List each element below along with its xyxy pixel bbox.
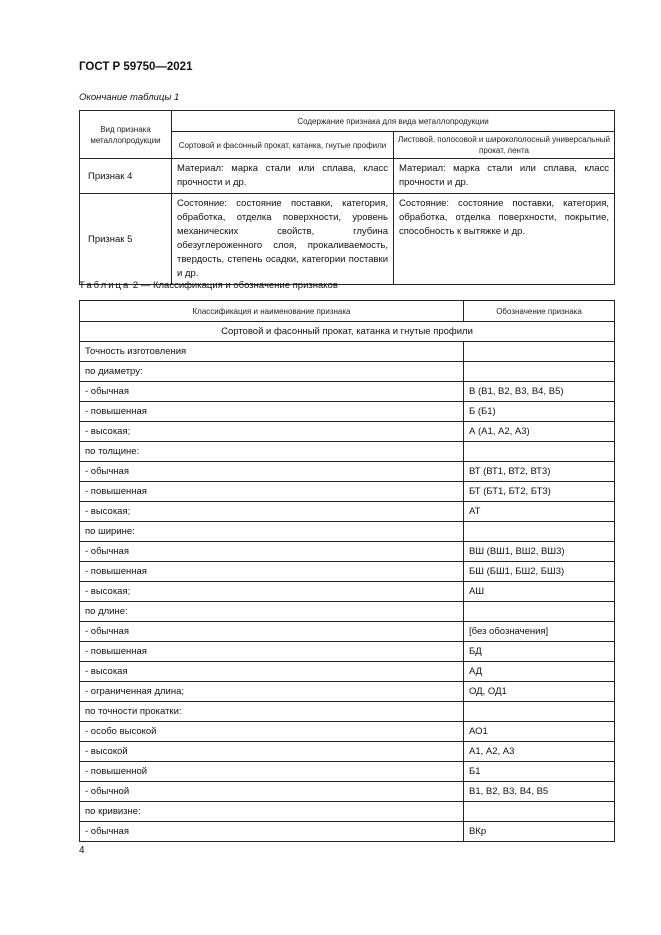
table2-row: [80, 782, 615, 802]
table1-header-section-profile: Сортовой и фасонный прокат, катанка, гнутые профили: [172, 132, 394, 159]
table2-classification-cell: - обычная: [80, 822, 464, 842]
table2-header-designation: Обозначение признака: [464, 301, 615, 322]
table2-designation-cell: Б1: [464, 762, 615, 782]
table2-classification-cell: - обычная: [80, 622, 464, 642]
table1: [79, 110, 615, 285]
table2-caption-text: 2 — Классификация и обозначение признаков: [132, 280, 338, 291]
table2-row: [80, 662, 615, 682]
table2-row: [80, 642, 615, 662]
table2-classification-cell: - повышенной: [80, 762, 464, 782]
table2-row: [80, 622, 615, 642]
table2-classification-cell: по точности прокатки:: [80, 702, 464, 722]
table2-designation-cell: А (А1, А2, А3): [464, 422, 615, 442]
table2-row: [80, 522, 615, 542]
table1-row: [80, 194, 615, 285]
table2-classification-cell: - повышенная: [80, 562, 464, 582]
table2-designation-cell: БД: [464, 642, 615, 662]
table2-caption: [79, 280, 338, 291]
table2-classification-cell: - высокая;: [80, 422, 464, 442]
page-number: 4: [79, 845, 85, 856]
table2-caption-label: Таблица: [79, 280, 131, 291]
table2-designation-cell: АТ: [464, 502, 615, 522]
table2-row: [80, 542, 615, 562]
table2-designation-cell: [464, 442, 615, 462]
table2-designation-cell: [464, 362, 615, 382]
table2-row: [80, 802, 615, 822]
table2-row: [80, 362, 615, 382]
table2-classification-cell: - ограниченная длина;: [80, 682, 464, 702]
table2-row: [80, 502, 615, 522]
table2-classification-cell: по кривизне:: [80, 802, 464, 822]
table1-header-feature-kind: Вид признака металлопродукции: [80, 111, 172, 159]
table2-row: [80, 382, 615, 402]
table1-content-cell: Материал: марка стали или сплава, класс прочности и др.: [172, 159, 394, 194]
table2-designation-cell: [без обозначения]: [464, 622, 615, 642]
table1-content-cell: Материал: марка стали или сплава, класс прочности и др.: [394, 159, 615, 194]
table2-designation-cell: В (В1, В2, В3, В4, В5): [464, 382, 615, 402]
table2-classification-cell: - повышенная: [80, 642, 464, 662]
table2-row: [80, 442, 615, 462]
table2-designation-cell: ВКр: [464, 822, 615, 842]
table2-row: [80, 702, 615, 722]
table2-row: [80, 342, 615, 362]
table2-row: [80, 722, 615, 742]
table1-content-cell: Состояние: состояние поставки, категория, обработка, отделка поверхности, покрытие, способность к вытяжке и др.: [394, 194, 615, 285]
table2-designation-cell: [464, 602, 615, 622]
table1-feature-cell: Признак 4: [80, 159, 172, 194]
table2-designation-cell: А1, А2, А3: [464, 742, 615, 762]
table2-row: [80, 682, 615, 702]
table2-header-classification: Классификация и наименование признака: [80, 301, 464, 322]
table2-designation-cell: [464, 522, 615, 542]
table2-designation-cell: Б (Б1): [464, 402, 615, 422]
table2-classification-cell: по толщине:: [80, 442, 464, 462]
table1-content-cell: Состояние: состояние поставки, категория, обработка, отделка поверхности, уровень механических свойств, глубина обезуглероженного слоя, прокаливаемость, твердость, степень осадки, категории поставки и др.: [172, 194, 394, 285]
table2-row: [80, 422, 615, 442]
table2-classification-cell: - особо высокой: [80, 722, 464, 742]
table2-row: [80, 602, 615, 622]
table2-classification-cell: - обычная: [80, 462, 464, 482]
table2-designation-cell: АД: [464, 662, 615, 682]
table2-designation-cell: ВТ (ВТ1, ВТ2, ВТ3): [464, 462, 615, 482]
table2-body: [80, 342, 615, 842]
table2-row: [80, 582, 615, 602]
table2-classification-cell: - высокая;: [80, 502, 464, 522]
table2-classification-cell: по ширине:: [80, 522, 464, 542]
table2-designation-cell: БТ (БТ1, БТ2, БТ3): [464, 482, 615, 502]
table2-designation-cell: [464, 702, 615, 722]
table2-classification-cell: по длине:: [80, 602, 464, 622]
table1-header-sheet-strip: Листовой, полосовой и широкополосный универсальный прокат, лента: [394, 132, 615, 159]
table2-row: [80, 762, 615, 782]
table2-classification-cell: - высокой: [80, 742, 464, 762]
table2-classification-cell: - повышенная: [80, 402, 464, 422]
table2-designation-cell: [464, 342, 615, 362]
table2-designation-cell: [464, 802, 615, 822]
table1-caption: Окончание таблицы 1: [79, 92, 180, 103]
table2-classification-cell: - повышенная: [80, 482, 464, 502]
table2-classification-cell: Точность изготовления: [80, 342, 464, 362]
table2-row: [80, 562, 615, 582]
table2-section-title: Сортовой и фасонный прокат, катанка и гнутые профили: [80, 322, 615, 342]
table2-designation-cell: АО1: [464, 722, 615, 742]
table1-feature-cell: Признак 5: [80, 194, 172, 285]
table2-row: [80, 482, 615, 502]
table1-row: [80, 159, 615, 194]
table1-header-content: Содержание признака для вида металлопродукции: [172, 111, 615, 132]
table2-designation-cell: ВШ (ВШ1, ВШ2, ВШ3): [464, 542, 615, 562]
table2-classification-cell: - обычная: [80, 542, 464, 562]
table2-designation-cell: АШ: [464, 582, 615, 602]
table2-classification-cell: - обычной: [80, 782, 464, 802]
table2: [79, 300, 615, 842]
table2-classification-cell: - обычная: [80, 382, 464, 402]
document-header: ГОСТ Р 59750—2021: [79, 61, 193, 73]
table2-designation-cell: БШ (БШ1, БШ2, БШ3): [464, 562, 615, 582]
table2-row: [80, 402, 615, 422]
table2-classification-cell: - высокая: [80, 662, 464, 682]
table2-row: [80, 462, 615, 482]
table2-row: [80, 822, 615, 842]
table2-classification-cell: - высокая;: [80, 582, 464, 602]
table2-row: [80, 742, 615, 762]
table2-classification-cell: по диаметру:: [80, 362, 464, 382]
table2-designation-cell: ОД, ОД1: [464, 682, 615, 702]
table2-designation-cell: В1, В2, В3, В4, В5: [464, 782, 615, 802]
